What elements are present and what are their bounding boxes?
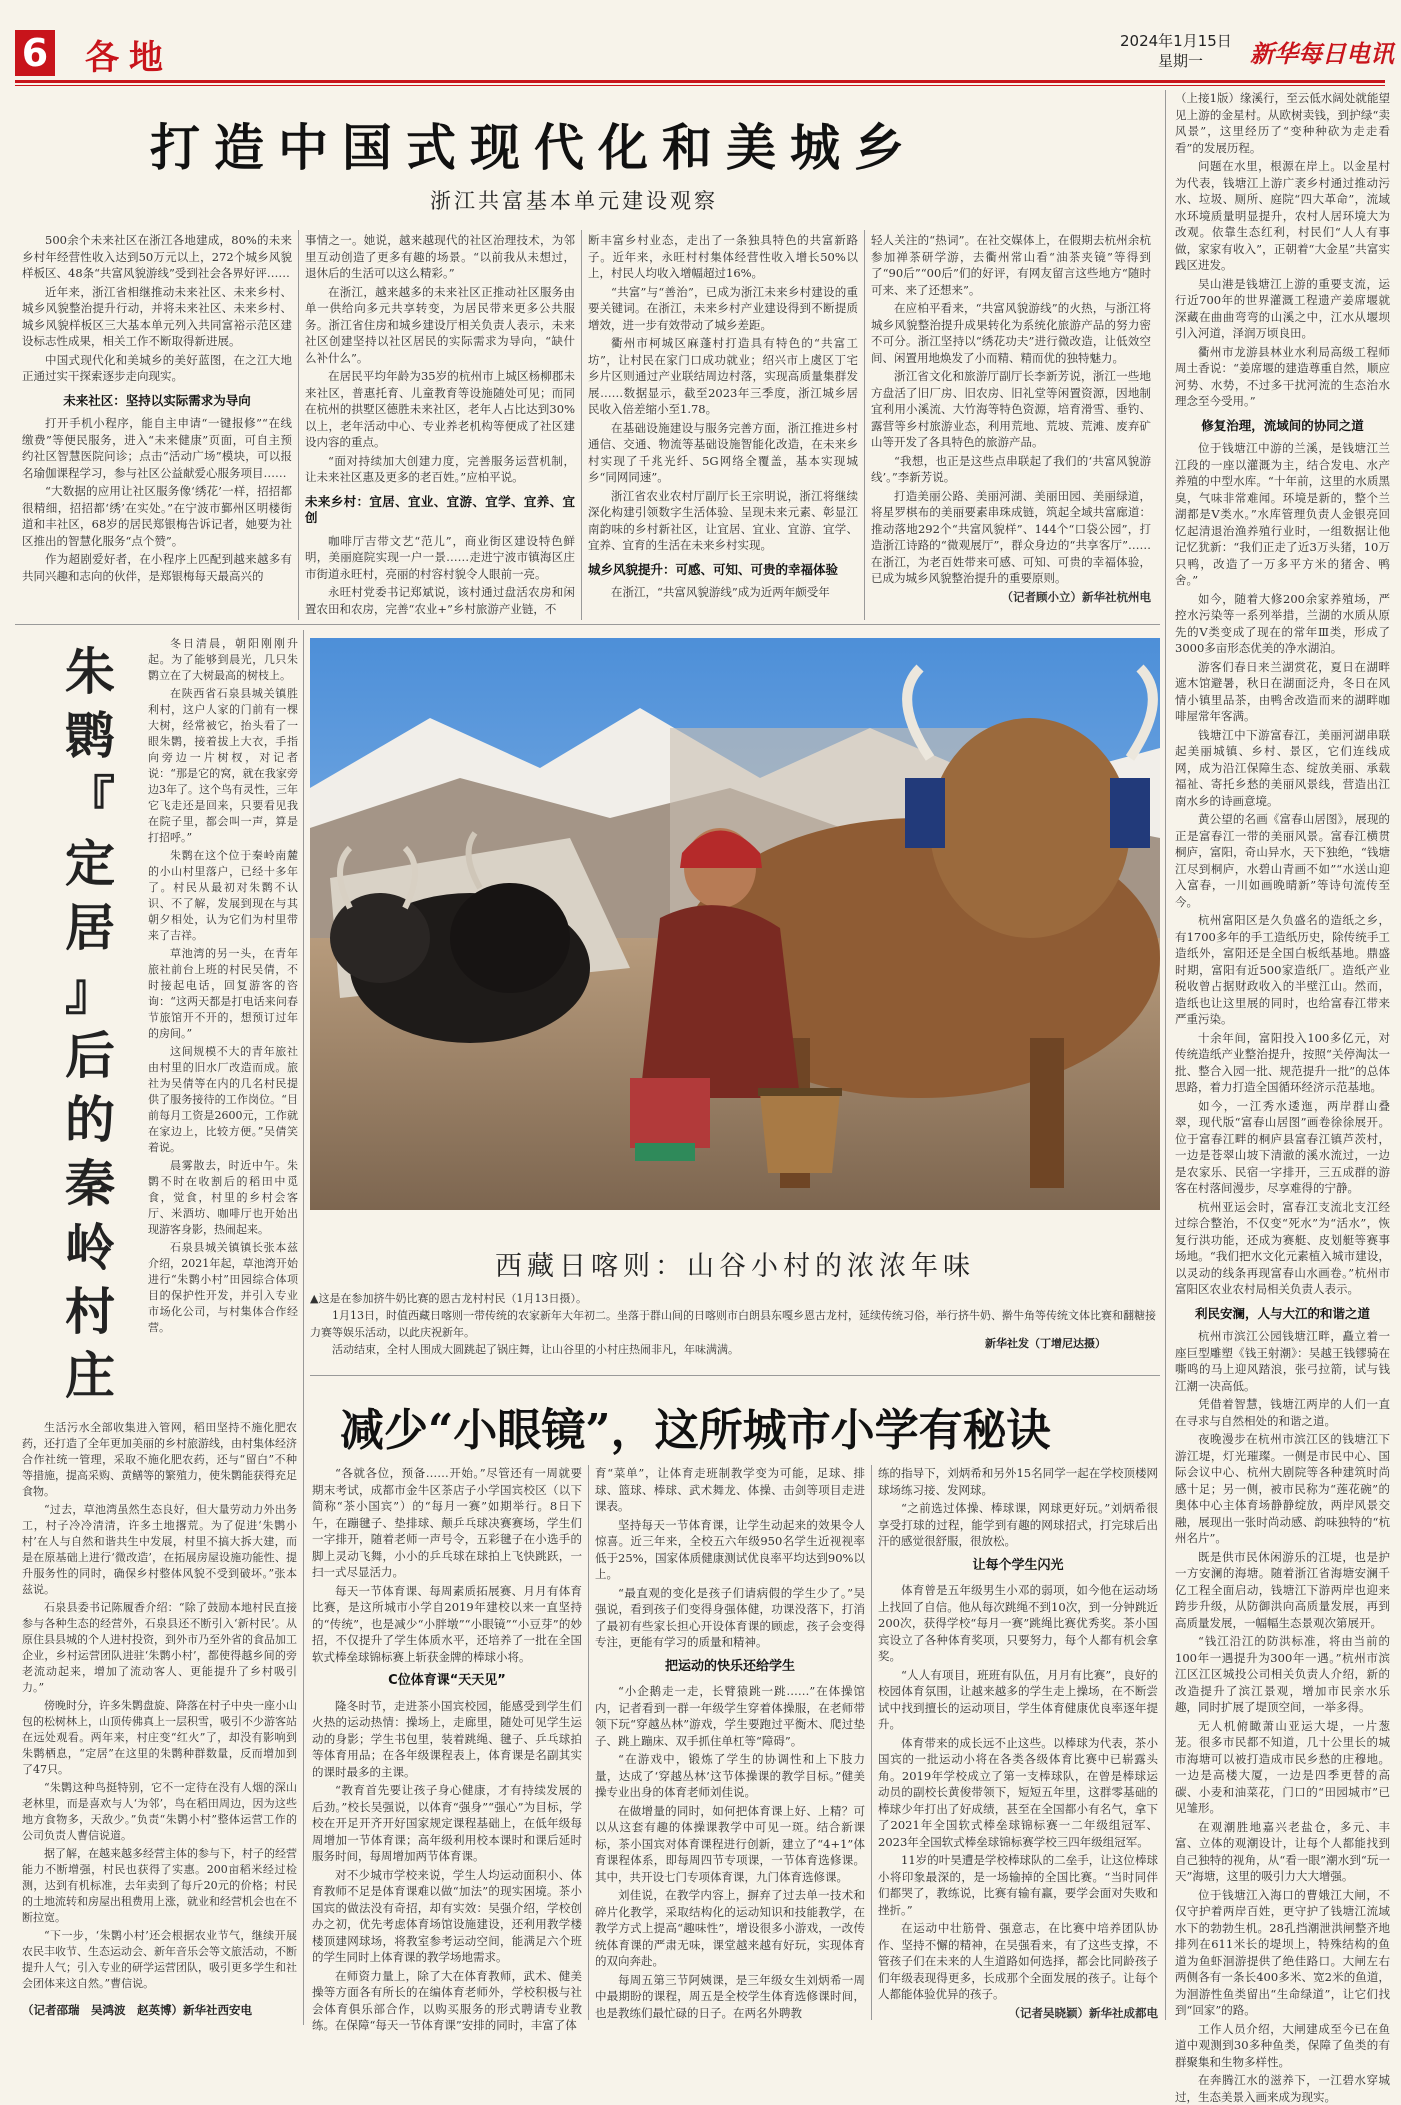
feature-vertical-title bbox=[50, 640, 130, 1408]
paragraph: 打开手机小程序，能自主申请“一键报修”“在线缴费”等便民服务，进入“未来健康”页面，可自主预约社区智慧医院问诊；点击“活动广场”模块，可以报名瑜伽课程学习，参与社区公益献爱心服务项目…… bbox=[22, 416, 292, 480]
paragraph: 作为超剧爱好者，在小程序上匹配到越来越多有共同兴趣和志向的伙伴，是郑银梅每天最高兴的 bbox=[22, 552, 292, 583]
section-divider bbox=[310, 1375, 1160, 1376]
paragraph: “教育首先要让孩子身心健康，才有持续发展的后劲。”校长吴强说，以体育“强身”“强心”为目标，学校在开足开齐开好国家规定课程基础上，在低年级每周增加一节体育课；高年级利用校本课时和课后延时服务时间，每周增加两节体育课。 bbox=[312, 1783, 582, 1863]
paragraph: 浙江省文化和旅游厅副厅长李新芳说，浙江一些地方盘活了旧厂房、旧农房、旧礼堂等闲置资源，因地制宜利用小溪流、大竹海等特色资源，培育滑雪、垂钓、露营等乡村旅游业态，利用荒地、荒坡、荒滩、废弃矿山等开发了各具特色的旅游产品。 bbox=[871, 369, 1151, 449]
feature-narrow-column bbox=[148, 636, 298, 1416]
paragraph: 傍晚时分，许多朱鹮盘旋、降落在村子中央一座小山包的松树林上，山顶传佛真上一层积雪，吸引不少游客站在远处观看。两年来，村庄变“红火”了，却没有影响到朱鹮栖息，“定居”在这里的朱鹮种群数量，反而增加到了47只。 bbox=[22, 1699, 297, 1776]
paragraph: 每天一节体育课、每周素质拓展赛、月月有体育比赛，是这所城市小学自2019年建校以来一直坚持的“传统”，也是减少“小胖墩”“小眼镜”“小豆芽”的妙招，不仅提升了学生体质水平，还培养了一批在全国软式棒垒球锦标赛上斩获金牌的棒球小将。 bbox=[312, 1583, 582, 1664]
paragraph: “大数据的应用让社区服务像‘绣花’一样，招招都很精细，招招都‘绣’在实处。”在宁波市鄞州区明楼街道和丰社区，68岁的居民郑银梅告诉记者，她要为社区推出的智慧化服务“点个赞”。 bbox=[22, 484, 292, 548]
caption-line: ▲这是在参加挤牛奶比赛的恩古龙村村民（1月13日摄）。 bbox=[310, 1292, 587, 1305]
paragraph: 轻人关注的“热词”。在社交媒体上，在假期去杭州余杭参加禅茶研学游，去衢州常山看“油茶夹镜”等得到了“90后”“00后”们的好评，有网友留言这些地方“随时可来、来了还想来”。 bbox=[871, 233, 1151, 297]
paragraph: 位于钱塘江入海口的曹娥江大闸，不仅守护着两岸百姓，更守护了钱塘江流域水下的勃勃生机。28孔挡潮泄洪闸整齐地排列在611米长的堤坝上，特殊结构的鱼道为鱼虾洄游提供了绝佳路口。大闸左右两侧各有一条长400多米、宽2米的鱼道，为洄游性鱼类留出“生命绿道”，让它们找到“回家”的路。 bbox=[1175, 1887, 1390, 2017]
paragraph: “之前选过体操、棒球课，网球更好玩。”刘炳希很享受打球的过程，能学到有趣的网球招式，打完球后出汗的感觉很舒服，很放松。 bbox=[878, 1501, 1158, 1548]
paragraph: 在观潮胜地嘉兴老盐仓，多元、丰富、立体的观潮设计，让每个人都能找到自己独特的视角，从“看一眼”潮水到“玩一天”海塘，这里的吸引力大大增强。 bbox=[1175, 1819, 1390, 1883]
masthead-rule bbox=[15, 80, 1385, 83]
photo-illustration bbox=[310, 638, 1160, 1210]
article1-right-column bbox=[1175, 90, 1390, 2104]
paragraph: 在做增量的同时，如何把体育课上好、上精？可以从这套有趣的体操课教学中可见一斑。结合新课标，茶小国宾对体育课程进行创新，建立了“4+1”体育课程体系，即每周四节专项课，一节体育选修课。其中，共开设七门专项体育课，九门体育选修课。 bbox=[595, 1803, 865, 1884]
title-char: 村 bbox=[65, 1282, 115, 1341]
paragraph: “共富”与“善治”，已成为浙江未来乡村建设的重要关键词。在浙江，未来乡村产业建设得到不断提质增效，进一步有效带动了城乡差距。 bbox=[588, 284, 858, 332]
title-char: 秦 bbox=[65, 1154, 115, 1213]
paragraph: 体育曾是五年级男生小邓的弱项，如今他在运动场上找回了自信。他从每次跳绳不到10次，到一分钟跳近200次，获得学校“每月一赛”跳绳比赛优秀奖。茶小国宾设立了各种体育奖项，只要努力，每个人都有机会拿奖。 bbox=[878, 1583, 1158, 1663]
paragraph: 石泉县委书记陈履香介绍：“除了鼓励本地村民直接参与各种生态的经营外，石泉县还不断引入‘新村民’。从原住县县城的个人进村投资，到外市乃至外省的食品加工企业，乡村运营团队进驻‘朱鹮小村’，都使得越乡间的旁老流动起来，增加了流动客人、更能提升了乡村吸引力。” bbox=[22, 1601, 297, 1694]
column-divider bbox=[864, 230, 865, 620]
paragraph: “小企鹅走一走，长臂猿跳一跳……”在体操馆内，记者看到一群一年级学生穿着体操服，在老师带领下玩“穿越丛林”游戏，学生要跑过平衡木、爬过垫子、跳上蹦床、双手抓住单杠等“障碍”。 bbox=[595, 1684, 865, 1748]
paragraph: 杭州亚运会时，富春江支流北支江经过综合整治，不仅变“死水”为“活水”，恢复行洪功能，还成为赛艇、皮划艇等赛事场地。“我们把水文化元素植入城市建设，以灵动的线条再现富春山水画卷。”杭州市富阳区农业农村局相关负责人表示。 bbox=[1175, 1199, 1390, 1296]
paragraph: 永旺村党委书记郑斌说，该村通过盘活农房和闲置农田和农房，完善“农业+”乡村旅游产业链，不 bbox=[305, 585, 575, 616]
section-heading: 未来社区：坚持以实际需求为导向 bbox=[63, 392, 251, 408]
column-divider bbox=[581, 230, 582, 620]
paragraph: “面对持续加大创建力度，完善服务运营机制，让未来社区惠及更多的老百姓。”应柏平说。 bbox=[305, 453, 575, 484]
paragraph: 隆冬时节，走进茶小国宾校园，能感受到学生们火热的运动热情：操场上，走廊里，随处可见学生运动的身影；学生书包里，装着跳绳、毽子、乒乓球拍等体育用品；在各年级课程表上，体育课是名副其实的课时最多的主课。 bbox=[312, 1698, 582, 1779]
section-name: 各地 bbox=[85, 38, 173, 78]
photo-credit: 新华社发（丁增尼达摄） bbox=[985, 1337, 1106, 1350]
title-char: 后 bbox=[65, 1026, 115, 1085]
article2-column-3 bbox=[878, 1465, 1158, 2025]
title-char: 岭 bbox=[65, 1218, 115, 1277]
paragraph: 既是供市民休闲游乐的江堤，也是护一方安澜的海塘。随着浙江省海塘安澜千亿工程全面启动，钱塘江下游两岸也迎来跨步升级，从防御洪向高质量发展，再到高质量发展，一幅幅生态景观次第展开。 bbox=[1175, 1549, 1390, 1630]
paragraph: 凭借着智慧，钱塘江两岸的人们一直在寻求与自然相处的和谐之道。 bbox=[1175, 1397, 1390, 1428]
paragraph: “各就各位，预备……开始。”尽管还有一周就要期末考试，成都市金牛区茶店子小学国宾校区（以下简称“茶小国宾”）的“每月一赛”如期举行。8日下午，在蹦毽子、垫排球、颠乒乓球决赛赛场，学生们一字排开，随着老师一声号令，五彩毽子在小选手的脚上灵动飞舞，小小的乒乓球在球拍上飞快跳跃，一扫一式尽显活力。 bbox=[312, 1466, 582, 1579]
paragraph: 游客们春日来兰湖赏花，夏日在湖畔遮木馆避暑，秋日在湖面泛舟，冬日在风情小镇里品茶，由鸭舍改造而来的湖畔咖啡屋常年客满。 bbox=[1175, 659, 1390, 723]
article1-credit: （记者顾小立）新华社杭州电 bbox=[1001, 589, 1151, 604]
yak-milking-photo bbox=[310, 638, 1160, 1210]
page-number: 6 bbox=[15, 30, 55, 76]
paragraph: 问题在水里，根源在岸上。以金星村为代表，钱塘江上游广袤乡村通过推动污水、垃圾、厕所、庭院“四大革命”，流域水环境质量明显提升，农村人居环境大为改观。依靠生态红利，村民们“人人有事做，家家有收入”，正朝着“大金星”共富实践区进发。 bbox=[1175, 159, 1390, 272]
paragraph: 草池湾的另一头，在青年旅社前台上班的村民吴倩，不时接起电话，回复游客的咨询：“这两天都是打电话来问春节旅馆开不开的，想预订过年的房间。” bbox=[148, 947, 298, 1040]
paragraph: 衢州市柯城区麻蓬村打造具有特色的“共富工坊”，让村民在家门口成功就业；绍兴市上虞区丁宅乡片区则通过产业联结周边村落，实现高质量集群发展……数据显示，截至2023年三季度，浙江城乡居民收入倍差缩小至1.78。 bbox=[588, 336, 858, 416]
caption-line: 1月13日，时值西藏日喀则一带传统的农家新年大年初二。坐落于群山间的日喀则市白朗县东嘎乡恩古龙村，延续传统习俗，举行挤牛奶、擀牛角等传统文体比赛和翻糖接力赛等娱乐活动，以此庆祝新年。 bbox=[310, 1309, 1156, 1339]
paragraph: 体育带来的成长远不止这些。以棒球为代表，茶小国宾的一批运动小将在各类各级体育比赛中已崭露头角。2019年学校成立了第一支棒球队，在曾是棒球运动员的副校长黄俊带领下，短短五年里，这群零基础的棒球少年打出了好成绩，甚至在全国都小有名气，拿下了2021年全国软式棒垒球锦标赛一二年级组冠军、2023年全国软式棒垒球锦标赛学校三四年级组冠军。 bbox=[878, 1735, 1158, 1849]
paragraph: 育“菜单”，让体育走班制教学变为可能，足球、排球、篮球、棒球、武术舞龙、体操、击剑等项目走进课表。 bbox=[595, 1466, 865, 1513]
section-heading: 城乡风貌提升：可感、可知、可贵的幸福体验 bbox=[588, 561, 839, 577]
paragraph: 无人机俯瞰萧山亚运大堤，一片葱茏。很多市民都不知道，几十公里长的城市海塘可以被打造成市民乡愁的庄穆地。一边是高楼大厦，一边是四季更替的高碳、小麦和油菜花，门口的“田园城市”已见雏形。 bbox=[1175, 1718, 1390, 1815]
paragraph: 位于钱塘江中游的兰溪，是钱塘江兰江段的一座以灌溉为主，结合发电、水产养殖的中型水库。“十年前，这里的水质黑臭，气味非常难闻。环境是新的，整个兰湖都是V类水。”水库管理负责人金银亮回忆起清退治渔养殖行业时，一组数据让他记忆犹新：“我们正走了近3万头猪，10万只鸭，改造了一万多平方米的猪舍、鸭舍。” bbox=[1175, 441, 1390, 587]
title-char: 朱 bbox=[65, 642, 115, 701]
paragraph: 刘佳说，在教学内容上，摒弃了过去单一技术和碎片化教学，采取结构化的运动知识和技能教学，在教学方式上提高“趣味性”，增设很多小游戏，一改传统体育课的严肃无味，课堂越来越有好玩，实现体育的双向奔赴。 bbox=[595, 1888, 865, 1968]
article1-column-4 bbox=[871, 232, 1151, 616]
section-divider bbox=[15, 624, 1160, 625]
section-heading: 把运动的快乐还给学生 bbox=[664, 1658, 795, 1674]
paragraph: 打造美丽公路、美丽河湖、美丽田园、美丽绿道，将星罗棋布的美丽要素串珠成链，筑起全域共富廊道：推动落地292个“共富风貌样”、144个“口袋公园”，打造浙江诗路的“微观展厅”，群众身边的“共享客厅”……在浙江，为老百姓带来可感、可知、可贵的幸福体验，已成为城乡风貌整治提升的重要原则。 bbox=[871, 488, 1151, 585]
paragraph: “朱鹮这种鸟挺特别，它不一定待在没有人烟的深山老林里，而是喜欢与人‘为邻’，鸟在稻田周边，因为这些地方食物多，天敌少。”负责“朱鹮小村”整体运营工作的公司负责人曹信说道。 bbox=[22, 1781, 297, 1842]
paragraph: “人人有项目，班班有队伍，月月有比赛”，良好的校园体育氛围，让越来越多的学生走上操场，在不断尝试中找到擅长的运动项目，学生体育健康优良率逐年提升。 bbox=[878, 1667, 1158, 1731]
paragraph: 据了解，在越来越多经营主体的参与下，村子的经营能力不断增强，村民也获得了实惠。200亩稻米经过检测，达到有机标准，去年卖到了每斤20元的价格；村民的土地流转和房屋出租费用上涨，就业和经营机会也在不断拉宽。 bbox=[22, 1847, 297, 1924]
column-divider bbox=[871, 1465, 872, 2020]
article1-column-1 bbox=[22, 232, 292, 616]
paragraph: 钱塘江中下游富春江，美丽河湖串联起美丽城镇、乡村、景区，它们连线成网，成为沿江保障生态、绽放美丽、承载福祉、寄托乡愁的美丽风景线，营造出江南水乡的诗画意境。 bbox=[1175, 727, 1390, 808]
column-divider bbox=[298, 230, 299, 620]
masthead-rule-thin bbox=[15, 85, 1385, 86]
paragraph: 衢州市龙游县林业水利局高级工程师周土香说：“姜席堰的建造尊重自然，顺应河势、水势，不过多干扰河流的生态治水理念至今受用。” bbox=[1175, 344, 1390, 408]
paragraph: 断丰富乡村业态，走出了一条独具特色的共富新路子。近年来，永旺村村集体经营性收入增长50%以上，村民人均收入增幅超过16%。 bbox=[588, 233, 858, 280]
column-divider bbox=[303, 630, 304, 2025]
paragraph: “过去，草池湾虽然生态良好，但大量劳动力外出务工，村子冷冷清清，许多土地撂荒。为了促进‘朱鹮小村’在人与自然和谐共生中发展，村里不搞大拆大建，而是在原基础上进行‘微改造’，在拓展房屋设施功能性、提升服务性的同时，确保乡村整体风貌不受到破坏。”张本兹说。 bbox=[22, 1503, 297, 1596]
section-heading: 利民安澜，人与大江的和谐之道 bbox=[1194, 1305, 1370, 1321]
paragraph: 冬日清晨，朝阳刚刚升起。为了能够到晨光，几只朱鹮立在了大树最高的树枝上。 bbox=[148, 637, 298, 682]
section-heading: 让每个学生闪光 bbox=[972, 1557, 1064, 1573]
paragraph: 中国式现代化和美城乡的美好蓝图，在之江大地正通过实干探索逐步走向现实。 bbox=[22, 352, 292, 383]
photo-title: 西藏日喀则：山谷小村的浓浓年味 bbox=[495, 1251, 975, 1282]
title-char: 』 bbox=[65, 962, 115, 1021]
paragraph: 每周五第三节阿姨课，是三年级女生刘炳希一周中最期盼的课程，周五是全校学生体育选修课时间，也是教练们最忙碌的日子。在两名外聘教 bbox=[595, 1972, 865, 2020]
paragraph: 事情之一。她说，越来越现代的社区治理技术，为邻里互动创造了更多有趣的场景。“以前我从未想过，退休后的生活可以这么精彩。” bbox=[305, 233, 575, 280]
section-heading: 未来乡村：宜居、宜业、宜游、宜学、宜养、宜创 bbox=[305, 493, 575, 525]
title-char: 居 bbox=[65, 898, 115, 957]
caption-line: 活动结束，全村人围成大圆跳起了锅庄舞，让山谷里的小村庄热闹非凡，年味满满。 bbox=[332, 1343, 739, 1356]
paragraph: 在奔腾江水的滋养下，一江碧水穿城过，生态美景入画来成为现实。 bbox=[1175, 2073, 1390, 2104]
paragraph: 500余个未来社区在浙江各地建成，80%的未来乡村年经营性收入达到50万元以上，272个城乡风貌样板区、48条“共富风貌游线”受到社会各界好评…… bbox=[22, 233, 292, 280]
paragraph: 如今，随着大修200余家养殖场，严控水污染等一系列举措，兰湖的水质从原先的V类变成了现在的常年Ⅲ类，形成了3000多亩形态优美的净水湖泊。 bbox=[1175, 591, 1390, 655]
paragraph: 生活污水全部收集进入管网，稻田坚持不施化肥农药，还打造了全年更加美丽的乡村旅游线，由村集体经济合作社统一管理，采取不施化肥农药，还与“留白”不种等措施，提高采购、黄鳝等的繁殖力，使朱鹮能获得充足食物。 bbox=[22, 1421, 297, 1498]
issue-date: 2024年1月15日 bbox=[1120, 32, 1232, 50]
paragraph: 朱鹮在这个位于秦岭南麓的小山村里落户，已经十多年了。村民从最初对朱鹮不认识、不了解，发展到现在与其朝夕相处，认为它们为村里带来了吉祥。 bbox=[148, 849, 298, 942]
article2-title: 减少“小眼镜”，这所城市小学有秘诀 bbox=[340, 1405, 1051, 1456]
paragraph: 练的指导下，刘炳希和另外15名同学一起在学校顶楼网球场练习接、发网球。 bbox=[878, 1466, 1158, 1497]
paragraph: （上接1版）缘溪行，至云低水阔处就能望见上游的金星村。从欧树卖钱，到护绿“卖风景”，这里经历了“变种种砍为走走看看”的发展历程。 bbox=[1175, 91, 1390, 155]
feature-wide-column bbox=[22, 1420, 297, 2000]
paragraph: 如今，一江秀水逶迤，两岸群山叠翠，现代版“富春山居图”画卷徐徐展开。位于富春江畔的桐庐县富春江镇芦茨村，一边是苍翠山坡下清澈的溪水流过，一边是农家乐、民宿一字排开，三五成群的游客在村落间漫步，尽享难得的宁静。 bbox=[1175, 1098, 1390, 1195]
paragraph: 对不少城市学校来说，学生人均运动面积小、体育教师不足是体育课难以做“加法”的现实困境。茶小国宾的做法没有奇招，却有实效：吴强介绍，学校创办之初，优先考虑体育场馆设施建设，还利用教学楼楼顶建网球场，将教室参考运动空间，能满足六个班的学生同时上体育课的教学场地需求。 bbox=[312, 1867, 582, 1964]
column-divider bbox=[1165, 90, 1166, 2020]
paragraph: 在应柏平看来，“共富风貌游线”的火热，与浙江将城乡风貌整治提升成果转化为系统化旅游产品的努力密不可分。浙江坚持以“绣花功夫”进行微改造，让低效空间、闲置用地焕发了小而精、精而优的独特魅力。 bbox=[871, 301, 1151, 365]
article2-credit: （记者吴晓颖）新华社成都电 bbox=[1008, 2005, 1158, 2020]
paragraph: “在游戏中，锻炼了学生的协调性和上下肢力量，达成了‘穿越丛林’这节体操课的教学目标。”健美操专业出身的体育老师刘佳说。 bbox=[595, 1752, 865, 1799]
section-heading: 修复治理，流域间的协同之道 bbox=[1201, 417, 1364, 433]
title-char: 定 bbox=[65, 834, 115, 893]
article1-title: 打造中国式现代化和美城乡 bbox=[150, 118, 918, 177]
paragraph: 杭州市滨江公园钱塘江畔，矗立着一座巨型雕塑《钱王射潮》：吴越王钱镠骑在嘶鸣的马上迎风踏浪，张弓拉箭，试与钱江潮一决高低。 bbox=[1175, 1329, 1390, 1393]
issue-weekday: 星期一 bbox=[1158, 52, 1204, 70]
article2-column-1 bbox=[312, 1465, 582, 2032]
feature-credit: （记者邵瑞 吴鸿波 赵英博）新华社西安电 bbox=[22, 2003, 252, 2017]
paragraph: “最直观的变化是孩子们请病假的学生少了。”吴强说，看到孩子们变得身强体健，功课没落下，打消了最初有些家长担心开设体育课的顾虑，孩子会变得专注，更能有学习的质量和精神。 bbox=[595, 1585, 865, 1649]
paragraph: “下一步，‘朱鹮小村’还会根据农业节气，继续开展农民丰收节、生态运动会、新年音乐会等文旅活动，不断提升人气；引入专业的研学运营团队，吸引更多学生和社会团体来这自然。”曹信说。 bbox=[22, 1929, 297, 1990]
paragraph: 在运动中壮筋骨、强意志，在比赛中培养团队协作、坚持不懈的精神，在吴强看来，有了这些支撑，不管孩子们在未来的人生道路如何选择，都会比同龄孩子们年级表现得更多，长成那个全面发展的孩子。让每个人都能体验优异的孩子。 bbox=[878, 1921, 1158, 2001]
paragraph: 夜晚漫步在杭州市滨江区的钱塘江下游江堤，灯光璀璨。一侧是市民中心、国际会议中心、杭州大剧院等各种建筑时尚感十足；另一侧，被市民称为“莲花碗”的奥体中心主体育场静静绽放，两岸风景交融，展现出一张时尚动感、韵味独特的“杭州名片”。 bbox=[1175, 1432, 1390, 1545]
paragraph: 吴山港是钱塘江上游的重要支流，运行近700年的世界灌溉工程遗产姜席堰就深藏在曲曲弯弯的山溪之中，江水从堰坝引入河道，泽润万顷良田。 bbox=[1175, 276, 1390, 340]
paragraph: 这间规模不大的青年旅社由村里的旧水厂改造而成。旅社为吴倩等在内的几名村民提供了服务接待的工作岗位。“目前每月工资是2600元，工作就在家边上，比较方便。”吴倩笑着说。 bbox=[148, 1045, 298, 1154]
article1-subtitle: 浙江共富基本单元建设观察 bbox=[430, 189, 718, 213]
title-char: 鹮 bbox=[65, 706, 115, 765]
paragraph: 在陕西省石泉县城关镇胜利村，这户人家的门前有一棵大树，经常被它，抬头看了一眼朱鹮，接着拔上大衣，手指向旁边一片树杈，对记者说：“那是它的窝，就在我家旁边3年了。这个鸟有灵性，三年它飞走还是回来，只要看见我在院子里，都会叫一声，算是打招呼。” bbox=[148, 687, 298, 844]
paragraph: 浙江省农业农村厅副厅长王宗明说，浙江将继续深化构建引领数字生活体验、呈现未来元素、彰显江南韵味的乡村新社区，让宜居、宜业、宜游、宜学、宜养、宜育的生活在未来乡村实现。 bbox=[588, 488, 858, 552]
paragraph: 在师资力量上，除了大在体育教师，武术、健美操等方面各有所长的在编体育老师外，学校积极与社会体育俱乐部合作，以购买服务的形式聘请专业教练。在保障“每天一节体育课”安排的同时，丰富了体 bbox=[312, 1968, 582, 2032]
paragraph: 11岁的叶昊遭是学校棒球队的二垒手，让这位棒球小将印象最深的，是一场输掉的全国比赛。“当时同伴们都哭了，教练说，比赛有输有赢，要学会面对失败和挫折。” bbox=[878, 1853, 1158, 1917]
section-heading: C位体育课“天天见” bbox=[388, 1673, 506, 1688]
paragraph: 在基础设施建设与服务完善方面，浙江推进乡村通信、交通、物流等基础设施智能化改造，在未来乡村实现了千兆光纤、5G网络全覆盖，基本实现城乡“同网同速”。 bbox=[588, 420, 858, 484]
paragraph: “钱江沿江的防洪标准，将由当前的100年一遇提升为300年一遇。”杭州市滨江区江区城投公司相关负责人介绍，新的改造提升了滨江景观，增加市民亲水乐趣，同时扩展了堤顶空间，一举多得。 bbox=[1175, 1634, 1390, 1714]
column-divider bbox=[588, 1465, 589, 2020]
paragraph: 晨雾散去，时近中午。朱鹮不时在收割后的稻田中觅食，觉食，村里的乡村会客厅、米酒坊、咖啡厅也开始出现游客身影，热闹起来。 bbox=[148, 1159, 298, 1236]
article1-column-3 bbox=[588, 232, 858, 616]
article1-column-2 bbox=[305, 232, 575, 616]
paragraph: 杭州富阳区是久负盛名的造纸之乡，有1700多年的手工造纸历史，除传统手工造纸外，富阳还是全国白板纸基地。鼎盛时期，富阳有近500家造纸厂。造纸产业税收曾占据财政收入的半壁江山。然而，造纸也让这里展的同时，也给富春江带来严重污染。 bbox=[1175, 913, 1390, 1026]
paragraph: 黄公望的名画《富春山居图》，展现的正是富春江一带的美丽风景。富春江横贯桐庐，富阳，奇山异水，天下独绝，“钱塘江尽到桐庐，水碧山青画不如”“水送山迎入富春，一川如画晚晴新”等诗句流传至今。 bbox=[1175, 812, 1390, 909]
paper-logo: 新华每日电讯 bbox=[1250, 39, 1394, 68]
paragraph: 坚持每天一节体育课，让学生动起来的效果令人惊喜。近三年来，全校五六年级950名学生近视视率低于25%，国家体质健康测试优良率平均达到90%以上。 bbox=[595, 1517, 865, 1581]
paragraph: 十余年间，富阳投入100多亿元，对传统造纸产业整治提升，按照“关停淘汰一批、整合入园一批、规范提升一批”的总体思路，着力打造全国循环经济示范基地。 bbox=[1175, 1030, 1390, 1094]
paragraph: 在浙江，越来越多的未来社区正推动社区服务由单一供给向多元共享转变，为居民带来更多公共服务。浙江省住房和城乡建设厅相关负责人表示，未来社区创建坚持以社区居民的实际需求为导向，“缺什么补什么”。 bbox=[305, 284, 575, 365]
title-char: 『 bbox=[65, 770, 115, 829]
paragraph: “我想，也正是这些点串联起了我们的‘共富风貌游线’。”李新芳说。 bbox=[871, 453, 1151, 484]
paragraph: 近年来，浙江省相继推动未来社区、未来乡村、城乡风貌整治提升行动，并将未来社区、未来乡村、城乡风貌样板区三大基本单元列入共同富裕示范区建设标志性成果，相关工作不断取得新进展。 bbox=[22, 284, 292, 348]
paragraph: 咖啡厅吉带文艺“范儿”，商业街区建设特色鲜明，美丽庭院实现一户一景……走进宁波市镇海区庄市街道永旺村，亮丽的村容村貌令人眼前一亮。 bbox=[305, 533, 575, 581]
paragraph: 在居民平均年龄为35岁的杭州市上城区杨柳郡未来社区，普惠托育、儿童教育等设施随处可见；而同在杭州的拱墅区德胜未来社区，老年人占比达到30%以上，老年活动中心、专业养老机构等便成了社区建设内容的重点。 bbox=[305, 369, 575, 449]
title-char: 庄 bbox=[65, 1346, 115, 1405]
paragraph: 工作人员介绍，大闸建成至今已在鱼道中观测到30多种鱼类，保障了鱼类的有群聚集和生物多样性。 bbox=[1175, 2021, 1390, 2069]
article2-column-2 bbox=[595, 1465, 865, 2025]
title-char: 的 bbox=[65, 1090, 115, 1149]
paragraph: 在浙江，“共富风貌游线”成为近两年颇受年 bbox=[611, 585, 830, 599]
paragraph: 石泉县城关镇镇长张本兹介绍，2021年起，草池湾开始进行“朱鹮小村”田园综合体项目的保护性开发，并引入专业市场化公司，与村集体合作经营。 bbox=[148, 1241, 298, 1334]
